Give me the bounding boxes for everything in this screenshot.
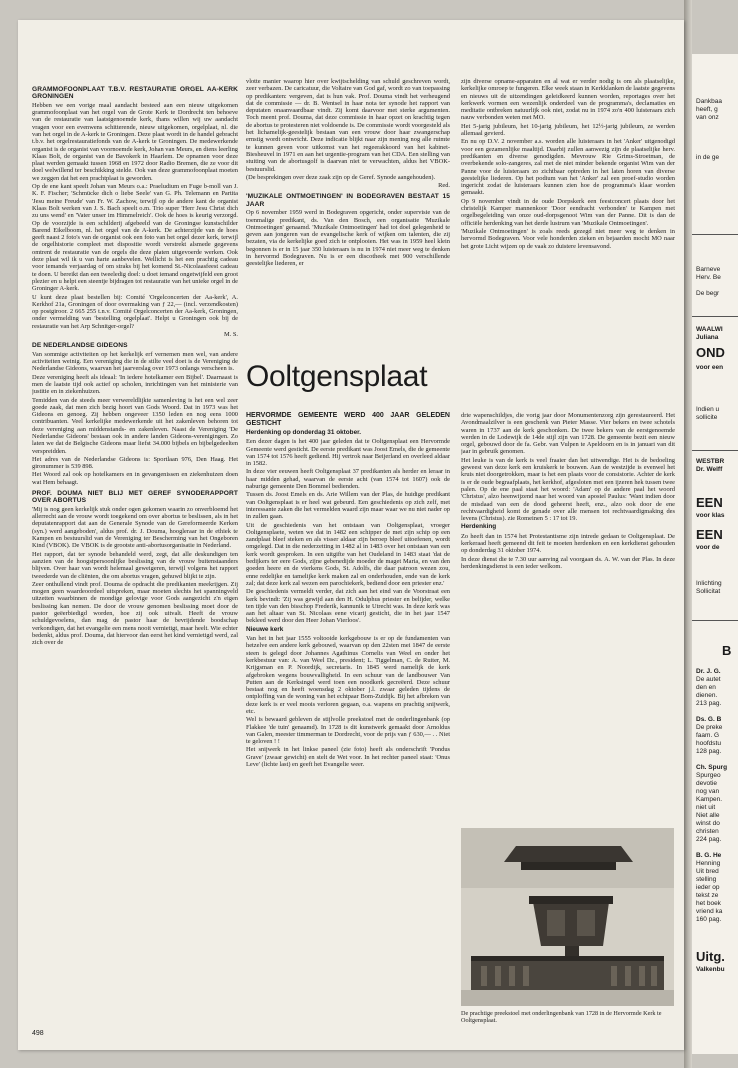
feature-column-left bbox=[246, 412, 450, 1032]
np-line: christen bbox=[696, 828, 719, 835]
np-line: Dankbaa bbox=[696, 98, 723, 105]
np-line: in de ge bbox=[696, 154, 720, 161]
np-line: den en bbox=[696, 684, 716, 691]
paragraph: vlotte manier waarop hier over kwijtschelding van schuld geschreven wordt, zeer verbazen. De caricatuur, die Voltaire van God gaf, wordt zo van toepassing op predikanten: vergeven, dat is hun vak. Prof. Douma vindt het verheugend dat de commissie — dr. B. Wentsel in haar nota ter synode het rapport van deputaten onaanvaardbaar vindt. Zij komt daarvoor met sterke argumenten. Toch meent prof. Douma, dat deze commissie in haar opzet on krachtig tegen de abortus te protesteren niet voldoende is. De commissie wordt voorgesteld als het lichamelijk-geestelijk bestaan van een vrouw door haar zwangerschap ernstig wordt ontwricht. Deze indicatie blijkt naar zijn mening nog alle ruimte te kunnen geven voor uitkomst van het regeerakkoord van het kabinet-Biesheuvel in 1971 en aan het urgentie-program van het CDA. Een stelling van stuiting van de abortusgolf is daarvan niet te verwachten, aldus het VBOK-bestuurslid. bbox=[246, 78, 450, 173]
editor-signature: Red. bbox=[438, 182, 450, 190]
paragraph: 'Mij is nog geen kerkelijk stuk onder ogen gekomen waarin zo onverbloemd het allerrecht aan de vrouw wordt toegekend om over abortus te beslissen, als in het deputatenrapport dat aan de Generale Synode van de Gereformeerde Kerken (syn.) werd aangeboden', aldus prof. dr. J. Douma, hoogleraar in de ethiek te Kampen en bestuurslid van de Vereniging ter Bescherming van het Ongeboren Kind (VBOK). De VBOK is de grootste anti-abortusorganisatie in Nederland. bbox=[32, 505, 238, 550]
np-line: Valkenbu bbox=[696, 966, 725, 973]
paragraph: In deze dienst die te 7.30 uur aanving zal voorgaan ds. A. W. van der Plas. In deze herdenkingsdienst is een ieder welkom. bbox=[461, 555, 675, 570]
paragraph: Het adres van de Nederlandse Gideons is: Sportlaan 976, Den Haag. Het gironummer is 539 898. bbox=[32, 455, 238, 471]
paragraph: Zeer onthullend vindt prof. Douma de opdracht die predikanten meekrijgen. Zij mogen geen waardeoordeel uitspreken, maar moeten slechts het spanningveld uitzetten waarbinnen de mondige gelovige voor Gods aangezicht z'n eigen beslissing kan nemen. De door de vrouw genomen beslissing moet door de pastor geëerbiedigd worden, hoe zij ook uitvalt. Heeft de vrouw schuldgevoelens, dan mag de pastor haar de bevrijdende boodschap verkondigen, dat het evangelie een mens nooit vernietigt, maar heelt. Wie echter bedenkt, aldus prof. Douma, dat hiervoor dan eerst het kind vernietigd werd, zal zich over de bbox=[32, 580, 238, 647]
np-line: Ch. Spurg bbox=[696, 764, 728, 771]
paragraph: Het 5-jarig jubileum, het 10-jarig jubileum, het 12½-jarig jubileum, ze werden allemaal gevierd. bbox=[461, 122, 675, 138]
np-line: hoofdstu bbox=[696, 740, 721, 747]
np-line: Niet alle bbox=[696, 812, 720, 819]
paragraph: Het Woord zal ook op hotelkamers en in gevangenissen en ziekenhuizen doen wat Hem behaagt. bbox=[32, 471, 238, 486]
article-heading-gideons: DE NEDERLANDSE GIDEONS bbox=[32, 342, 128, 350]
paragraph: Het rapport, dat ter synode behandeld werd, zegt, dat alle deskundigen ten aanzien van de hoogstpersoonlijke beslissing van de vrouw buitenstaanders blijven. Over haar van wordt helemaal geweigeren, terwijl volgens het rapport tweederde van de cliënten, die om abortus vragen, gehuwd blijkt te zijn. bbox=[32, 550, 238, 580]
np-line: De preke bbox=[696, 724, 723, 731]
np-line: B. G. He bbox=[696, 852, 722, 859]
feature-subtitle: HERVORMDE GEMEENTE WERD 400 JAAR GELEDEN GESTICHT bbox=[246, 412, 450, 427]
author-initials: M. S. bbox=[223, 331, 238, 339]
np-rule bbox=[692, 450, 738, 451]
np-line: sollicite bbox=[696, 414, 718, 421]
np-heading: OND bbox=[696, 345, 725, 360]
np-line: Sollicitat bbox=[696, 588, 721, 595]
np-line: Barneve bbox=[696, 266, 721, 273]
article-heading-douma: PROF. DOUMA NIET BLIJ MET GEREF SYNODERAPPORT OVER ABORTUS bbox=[32, 490, 238, 505]
np-heading: EEN bbox=[696, 495, 723, 510]
np-line: WAALWI bbox=[696, 326, 723, 333]
np-line: ieder op bbox=[696, 884, 720, 891]
paragraph: Het snijwerk in het linkse paneel (zie foto) heeft als onderschrift 'Pondus Grave' (zwaar gewicht) en stelt de Wet voor. In het rechter paneel staat: 'Onus Leve' (lichte last) en geeft het Evangelie weer. bbox=[246, 746, 450, 769]
np-line: tekst ze bbox=[696, 892, 719, 899]
np-line: Ds. G. B bbox=[696, 716, 722, 723]
np-line: 224 pag. bbox=[696, 836, 722, 843]
paragraph: drie wapenschildjes, die vorig jaar door Monumentenzorg zijn gerestaureerd. Het Avondmaalzilver is een geschenk van Pieter Masse. Vier bekers en twee schotels waren in 1737 aan de kerk geschonken. De twee bekers van de eerstgenoemde werden in de Lodewijk de 14de stijl zijn van 1728. De gemeente bezit een nieuw orgel, gebouwd door de fa. Gebr. van Vulpen te Apeldoorn en is in januari van dit jaar in gebruik genomen. bbox=[461, 412, 675, 456]
paragraph: Temidden van de steeds meer verwereldlijkte samenleving is het een wel zeer goede zaak, dat men zich bezig hoort van Gods Woord. Dat in 1973 was het Gideons en genoeg. Zij hebben ongeveer 1350 leden en nog eens 1000 contribuanten. Veel kerkelijke medewerkende uit het zakenleven behoren tot deze vereniging aan middenstands- en zakenleven. Naast de Vereniging 'De Nederlandse Gideons' bestaan ook in andere landen Gideons-verenigingen. Zo laten we dat de Belgische Gideons maar liefst 34.000 bijbels en bijbelgedeelten verspreidden. bbox=[32, 396, 238, 455]
np-line: 160 pag. bbox=[696, 916, 722, 923]
np-line: faam. G bbox=[696, 732, 720, 739]
np-line: Dr. J. G. bbox=[696, 668, 721, 675]
paragraph: U kunt deze plaat bestellen bij: Comité 'Orgelconcerten der Aa-kerk', A. Kerkhof 21a, Groningen of door overmaking van ƒ 22,— (incl. verzendkosten) op postgiroor. 2 665 255 t.n.v. Comité Orgelconcerten der Aa-kerk, Groningen, onder vermelding van 'bestelling orgelplaat'. Helpt u Groningen ook bij de restauratie van het Arp Schnitger-orgel? bbox=[32, 293, 238, 330]
paragraph: Op 6 november 1959 werd in Bodegraven opgericht, onder supervisie van de toenmalige predikant, ds. Van den Bosch, een organisatie 'Muzikale Ontmoetingen' genaamd. 'Muzikale Ontmoetingen' had tot doel gelegenheid te geven aan jongeren van de evangelische kerk of wijken om talenten, die zij bezaten, via de kerkelijke goed zich te ontplooien. Het was in 1959 heel klein begonnen is er in 15 jaar 350 luisteraars is nu in 1974 niet meer weg te denken in hervormd Bodegraven. Nu is er een discotheek met 900 verschillende geestelijke liederen, er bbox=[246, 209, 450, 268]
paragraph: Zo heeft dan in 1574 het Protestantisme zijn intrede gedaan te Ooltgensplaat. De kerkeraad heeft gemeend dit feit te moeten herdenken en een kerkdienst gehouden op donderdag 31 oktober 1974. bbox=[461, 532, 675, 555]
np-line: heeft, g bbox=[696, 106, 718, 113]
paragraph: Wel is bewaard gebleven de stijlvolle preekstoel met de onderlingenbank (op Flakkee 'de tuin' genaamd). In 1728 is dit kunstwerk gemaakt door Arnoldus van Galen, meester timmerman te Dordrecht, voor de prijs van ƒ 630,— . . Niet te geloven ! ! bbox=[246, 716, 450, 746]
np-line: Kampen. bbox=[696, 796, 723, 803]
paragraph: Op de ene kant speelt Johan van Meurs o.a.: Praeludium en Fuge b-moll van J. K. F. Fischer; 'Schmücke dich o liebe Seele' van G. Ph. Telemann en Partita 'Jesu meine Freude' van Fr. W. Zachow, terwijl op de andere kant de organist Klaas Bolt werken van J. S. Bach speelt o.m. Trio super 'Herr Jesu Christ dich zu uns wend' en 'Vater unser im Himmelreich'. Ook de hoes is keurig verzorgd. Op de voorzijde is een schilderij afgebeeld van de Groningse kunstschilder Barend Eikelboom, nl. het orgel van de A-kerk. De achterzijde van de hoes geeft naast 2 foto's van de organist ook een foto van het orgel dezer kerk, terwijl de orgelhistorie compleet met dispositie wordt verstrekt alsmede gegevens omtrent de restauratie van de orgels die deze platen uitgevoerde werken. Ook deze plaat wil ik u van harte aanbevelen. Wellicht is het een prachtig cadeau voor iemands verjaardag of om straks bij het komend St.-Nicolaasfeest cadeau te doen. U bereikt dan een tweeledig doel: u doet iemand ongetwijfeld een groot plezier en u helpt een steentje bijdragen tot restauratie van het unieke orgel in de Groninger A-kerk. bbox=[32, 183, 238, 293]
np-line: het boek bbox=[696, 900, 721, 907]
middle-column-top bbox=[246, 78, 450, 356]
paragraph: Van het in het jaar 1555 voltooide kerkgebouw is er op de fundamenten van hetzelve een andere kerk gebouwd, waarvan op den 22sten mei 1847 de eerste steen is gelegd door Johannes Agathinus Cornelis van Weel en onder het kerkbestuur van: A. van Weel Dz., president; L. Tiggelman, C. de Ruiter, M. Krijgsman en P. Noordijk, secretaris. In 1845 werd namelijk de kerk afgebroken wegens bouwvalligheid. In een schuur van de landbouwer Van Putten aan de Kerksingel werd toen een noodkerk gecreëerd. Deze schuur bestaat nog en heeft woensdag 2 oktober j.l. zwaar geleden tijdens de ontploffing van de woning van het echtpaar Bom-Zuidijk. Bij het afbreken van deze kerk is er veel moois verloren gegaan, o.a. wapens en prachtig snijwerk, etc. bbox=[246, 635, 450, 715]
pulpit-photo bbox=[461, 828, 674, 1006]
np-rule bbox=[692, 620, 738, 621]
feature-column-right bbox=[461, 412, 675, 824]
np-rule bbox=[692, 234, 738, 235]
paragraph: Tussen ds. Joost Emels en ds. Arie Willem van der Plas, de huidige predikant van Ooltgensplaat is er heel wat gebeurd. Een geschiedenis op zich zelf, met interessante zaken die het vermelden waard zijn maar waar we nu niet nader op in zullen gaan. bbox=[246, 491, 450, 521]
paragraph: Hebben we een vorige maal aandacht besteed aan een nieuw uitgekomen grammofoonplaat van het orgel van de Grote Kerk te Dordrecht ten behoeve van de restauratie van laatstgenoemde kerk, thans willen wij uw aandacht vragen voor een evenwens schitterende, nieuw uitgekomen, orgelplaat, nl. die van het orgel in de A-kerk te Groningen. Deze plaat wordt in de handel gebracht t.b.v. het orgelrestauratiefonds van de A-kerk te Groningen. De medewerkende organist is de organist van voornoemde kerk, Johan van Meurs, en diens leerling Klaas Bolt, de organist van de Bavokerk in Haarlem. De opnamen voor deze plaat werden gemaakt tussen 1968 en 1972 door Radio Bremen, die ze voor dit doel welwillend ter beschikking stelde. Ook van deze grammofoonplaat moeten we zeggen dat het een prachtplaat is geworden. bbox=[32, 101, 238, 182]
np-line: 213 pag. bbox=[696, 700, 722, 707]
np-line: voor een bbox=[696, 364, 724, 371]
np-line: De begr bbox=[696, 290, 720, 297]
paragraph: Een dezer dagen is het 400 jaar geleden dat te Ooltgensplaat een Hervormde Gemeente werd gesticht. De eerste predikant was Joost Emels, die de gemeente van 1574 tot 1576 heeft gediend. Hij vertrok naar Beijerland en overleed aldaar in 1582. bbox=[246, 438, 450, 468]
np-line: nog van bbox=[696, 788, 720, 795]
np-line: van onz bbox=[696, 114, 719, 121]
np-heading: EEN bbox=[696, 527, 723, 542]
left-column bbox=[32, 82, 238, 1042]
adjacent-page-edge bbox=[692, 54, 738, 1054]
np-rule bbox=[692, 316, 738, 317]
np-line: Juliana bbox=[696, 334, 719, 341]
np-heading: B bbox=[722, 643, 732, 658]
np-line: WESTBR bbox=[696, 458, 725, 465]
np-line: Inlichting bbox=[696, 580, 722, 587]
paragraph: Uit de geschiedenis van het ontstaan van Ooltgensplaat, vroeger Ooltgensplaete, weten we dat in 1482 een schipper de met zijn schip op een zandplaat bleef steken en als visser aldaar zijn beroep bleef uitoefenen, wordt omgelegd. Dat in die nederzetting in 1482 al in 1483 over het ontstaan van een kerk wordt gesproken. In een uitgifte van het Oudeland in 1483 staat 'dat de bedijkers ter eere Gods, zijne gebenedijde moeder de maget Maria, en van den goeden heere en de vierkens Gods, St. Adolfs, die daar patroon wezen zou, enne redelijke en tamelijke kerk maken zal en onderhouden, ende van de kerk zal; dat deze kerk zal wezen een parochiekerk, bediend door een priester enz.' bbox=[246, 521, 450, 587]
article-heading-organ-record: GRAMMOFOONPLAAT T.B.V. RESTAURATIE ORGEL AA-KERK GRONINGEN bbox=[32, 86, 238, 101]
subheading-nieuwe-kerk: Nieuwe kerk bbox=[246, 625, 284, 633]
np-line: stelling bbox=[696, 876, 717, 883]
paragraph: zijn diverse opname-apparaten en al wat er verder nodig is om als plaatselijke, kerkelijke omroep te fungeren. Elke week staan in Kerkklanken de laatste gegevens en nieuws uit de uitzendingen geleidkeerd kunnen worden, reportages over het kerkwerk vormen een wezenlijk onderdeel van de programma's, declamaties en meditatie ontbreken natuurlijk ook niet, zodat nu in 1974 zo'n 400 luisteraars zich nauw verbonden weten met MO. bbox=[461, 78, 675, 122]
magazine-page bbox=[18, 20, 684, 1050]
paragraph: In deze vier eeuwen heeft Ooltgensplaat 37 predikanten als herder en leraar in haar midden gehad, waarvan de eerste acht (van 1574 tot 1607) ook de naburige gemeente Den Bommel bedienden. bbox=[246, 468, 450, 491]
np-line: voor de bbox=[696, 544, 720, 551]
page-number: 498 bbox=[32, 1030, 44, 1037]
np-line: 128 pag. bbox=[696, 748, 722, 755]
paragraph: Het leuke is van de kerk is veel fraaier dan het uitwendige. Het is de bedoeling geweest van deze kerk een kruiskerk te bouwen. Aan de westzijde is evenwel het kruis niet doorgetrokken, maar is het een plaats voor de consistorie. Achter de kerk is er de oude begraafplaats, het kerkhof, afgesloten met een ijzeren hek tussen twee palen. Op de ene paal staat het woord: 'Adam' op de andere paal het woord 'Christus', alzo heenwijzend naar het woord van apostel Paulus: 'Want indien door de misdaad van een de dood geheerst heeft, enz., alzo ook door de ene rechtvaardigheid komt de genade over alle mensen tot rechtvaardigmaking des levens (Christus). zie Romeinen 5 : 17 tot 19. bbox=[461, 456, 675, 523]
np-line: voor klas bbox=[696, 512, 725, 519]
page-gutter bbox=[684, 0, 692, 1068]
paragraph: En nu op D.V. 2 november a.s. worden alle luisteraars in het 'Anker' uitgenodigd voor een gezamenlijke maaltijd. Daarbij zullen aanwezig zijn de plaatselijke herv. predikanten en diverse genodigden. Mevrouw Rie Grims-Stroetman, de overbekende solo-zangeres, zal met de niet minder bekende organist Wim van der Panne voor de luisteraars zo zichtbaar optreden in het laten horen van diverse geestelijke liederen. Op het podium van het 'Anker' zal een proef-studio worden ingericht zodat de luisteraars kunnen zien hoe de programma's klaar worden gemaakt. bbox=[461, 138, 675, 197]
paragraph: Deze vereniging heeft als ideaal: 'In iedere hotelkamer een Bijbel'. Daarnaast is men de laatste tijd ook actief op scholen, inrichtingen van het ministerie van justitie en in ziekenhuizen. bbox=[32, 373, 238, 396]
feature-title: Ooltgensplaat bbox=[246, 360, 428, 393]
np-heading: Uitg. bbox=[696, 949, 725, 964]
np-line: Henning bbox=[696, 860, 721, 867]
np-line: Indien u bbox=[696, 406, 720, 413]
feature-dateline: Herdenking op donderdag 31 oktober. bbox=[246, 429, 362, 436]
np-line: Herv. Be bbox=[696, 274, 721, 281]
np-line: winst do bbox=[696, 820, 720, 827]
np-line: vriend ka bbox=[696, 908, 723, 915]
pulpit-illustration bbox=[461, 828, 674, 1006]
article-heading-muzikale: 'MUZIKALE ONTMOETINGEN' IN BODEGRAVEN BESTAAT 15 JAAR bbox=[246, 193, 450, 208]
np-line: niet uit bbox=[696, 804, 716, 811]
photo-caption: De prachtige preekstoel met onderlingenbank van 1728 in de Hervormde Kerk te Ooltgensplaat. bbox=[461, 1010, 662, 1024]
paragraph: (De besprekingen over deze zaak zijn op de Geref. Synode aangehouden). bbox=[246, 173, 436, 181]
np-line: devotie bbox=[696, 780, 717, 787]
paragraph: Op 9 november vindt in de oude Dorpskerk een feestconcert plaats door het christelijk Kamper mannenkoor 'Door eendracht verbonden' te Kampen met orgelbegeleiding van onze oud-dorpsgenoot Wim van der Panne. Dit is dan de officiële herdenking van het derde lustrum van 'Muzikale Ontmoetingen'. bbox=[461, 197, 675, 227]
paragraph: De geschiedenis vermeldt verder, dat zich aan het eind van de Voorstraat een kerk bevindt: 'Zij was gewijd aan den H. Odulphus priester en belijder, welke ten tijde van den bisschop Frederik, kannunik te Utrecht was. In deze kerk was aan het altaar van St. Nicolaas eene vicarij gesticht, die in het jaar 1547 bekleed werd door den Heer Johan Vierloos'. bbox=[246, 588, 450, 625]
paragraph: 'Muzikale Ontmoetingen' is zoals reeds gezegd niet meer weg te denken in hervormd Bodegraven. Voor vele honderden zieken en bejaarden mocht MO naar het grote Licht wijzen op de vaak zo duistere levensavond. bbox=[461, 227, 675, 250]
right-column-top bbox=[461, 78, 675, 388]
np-line: dienen. bbox=[696, 692, 718, 699]
np-line: Dr. Welff bbox=[696, 466, 723, 473]
subheading-herdenking: Herdenking bbox=[461, 523, 497, 531]
np-line: Spurgeo bbox=[696, 772, 721, 779]
paragraph: Van sommige activiteiten op het kerkelijk erf vernemen men wel, van andere activiteiten weinig. Een vereniging die in de stilte veel doet is de Vereniging de Nederlandse Gideons, waarvan het jaarverslag over 1973 onlangs verscheen is. bbox=[32, 350, 238, 373]
np-line: De autet bbox=[696, 676, 721, 683]
np-line: Uit bred bbox=[696, 868, 719, 875]
